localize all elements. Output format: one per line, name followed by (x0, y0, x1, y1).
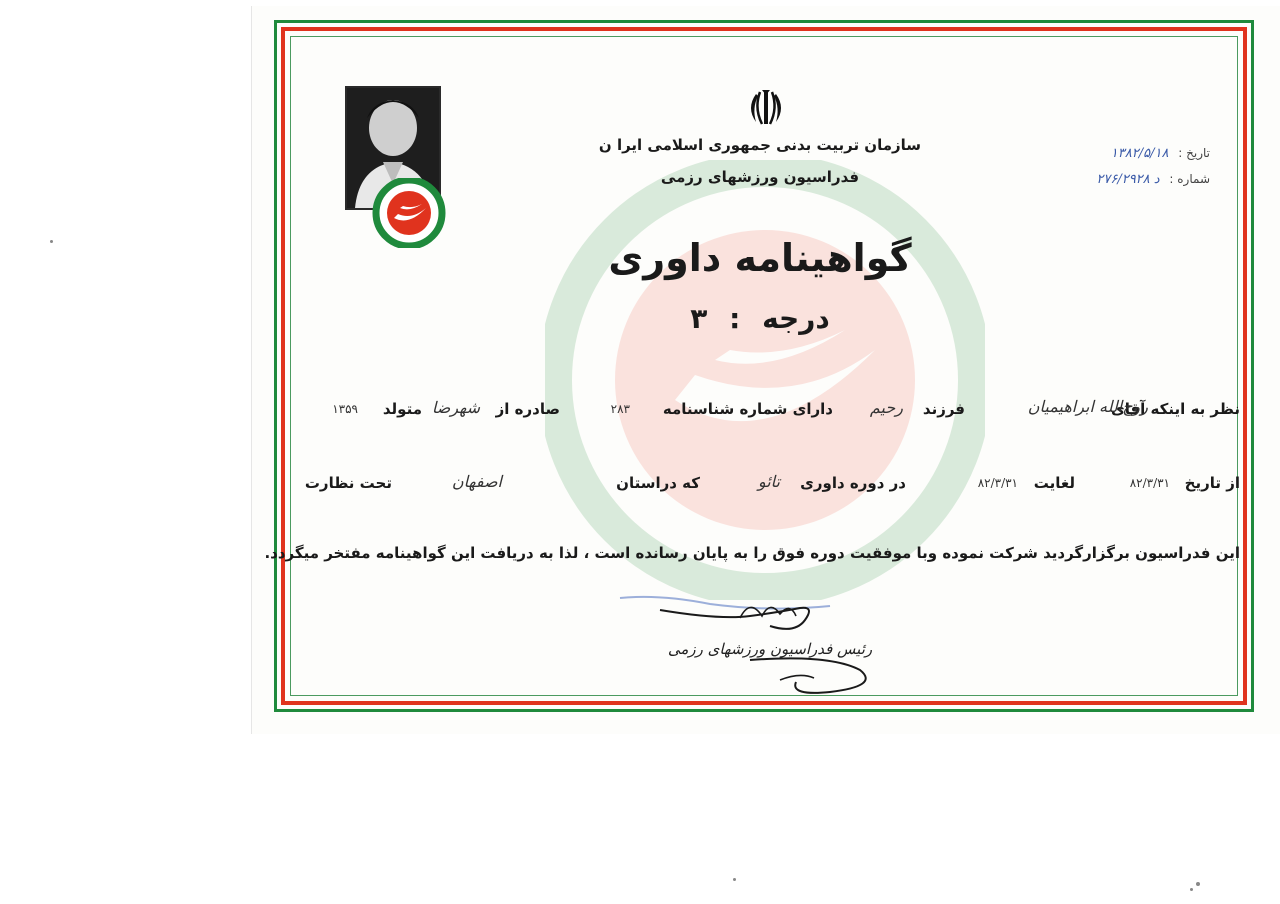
from-date-label: از تاریخ (1184, 474, 1240, 492)
issued-from-label: صادره از (495, 400, 560, 418)
date-value: ۱۳۸۲/۵/۱۸ (1110, 146, 1169, 161)
scan-speck (733, 878, 736, 881)
born-label: متولد (382, 400, 422, 418)
child-of-label: فرزند (922, 400, 965, 418)
grade-label: درجه (762, 302, 830, 335)
to-date-label: لغایت (1033, 474, 1075, 492)
scan-speck (1190, 888, 1193, 891)
federation-watermark-icon (545, 160, 985, 600)
supervision-label: تحت نظارت (304, 474, 392, 492)
number-label: شماره : (1169, 172, 1210, 186)
organization-name: سازمان تربیت بدنی جمهوری اسلامی ایرا ن (598, 136, 922, 154)
number-field (1080, 172, 1210, 187)
to-date: ۸۲/۳/۳۱ (977, 476, 1018, 490)
scan-speck (50, 240, 53, 243)
province: اصفهان (451, 472, 502, 491)
signatory-title: رئیس فدراسیون ورزشهای رزمی (667, 640, 873, 658)
full-name: روح‌الله ابراهیمیان (1027, 397, 1148, 416)
province-label: که دراستان (616, 474, 700, 492)
id-number-label: دارای شماره شناسنامه (662, 400, 833, 418)
grade (620, 302, 900, 335)
issued-place: شهرضا (431, 398, 480, 417)
birth-year: ۱۳۵۹ (332, 402, 358, 416)
from-date: ۸۲/۳/۳۱ (1129, 476, 1170, 490)
grade-colon: : (729, 302, 741, 335)
number-value: د ۲۷۶/۲۹۲۸ (1096, 172, 1160, 187)
father-name: رحیم (869, 398, 903, 417)
grade-value: ۳ (690, 302, 708, 335)
id-number: ۲۸۳ (610, 402, 630, 416)
federation-seal-stamp-icon (370, 178, 448, 248)
course-label: در دوره داوری (800, 474, 906, 492)
iran-emblem-icon (742, 86, 790, 130)
date-field (1080, 146, 1210, 161)
course-name: تائو (757, 472, 780, 491)
federation-name: فدراسیون ورزشهای رزمی (660, 168, 860, 186)
certificate-title: گواهینامه داوری (608, 236, 912, 280)
intro-label: نظر به اینکه آقای (1110, 400, 1240, 418)
date-label: تاریخ : (1178, 146, 1210, 160)
completion-statement: این فدراسیون برگزارگردید شرکت نموده وبا موفقیت دوره فوق را به پایان رسانده است ، لذا به دریافت این گواهینامه مفتخر میگردد. (264, 544, 1240, 562)
scan-speck (1196, 882, 1200, 886)
